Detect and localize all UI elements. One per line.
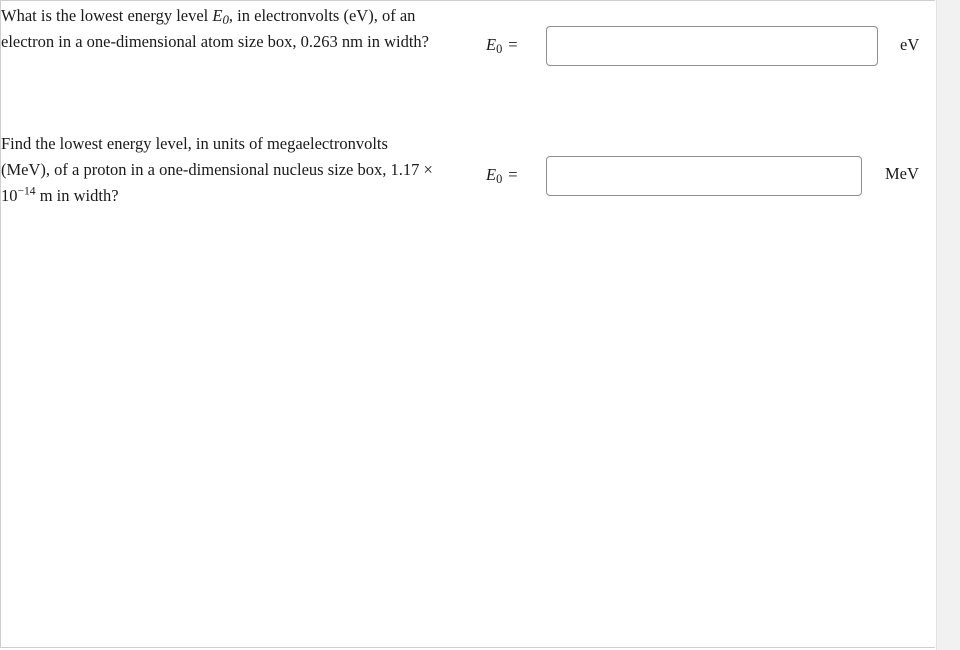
question-1-text: What is the lowest energy level $E_0$, in electronvolts (eV), of an electron in a one-dimensional atom size box, 0.263 nm in width?	[1, 6, 429, 51]
vertical-scrollbar[interactable]	[936, 0, 960, 650]
answer-2-input[interactable]	[546, 156, 862, 196]
answer-1-label: $E_0$ =	[486, 35, 518, 57]
answer-2-unit: MeV	[885, 164, 919, 183]
answer-1-variable: $E_0$	[486, 35, 503, 57]
answer-2-label: $E_0$ =	[486, 165, 518, 187]
answer-1-unit: eV	[900, 35, 920, 54]
question-2-text: Find the lowest energy level, in units of megaelectronvolts (MeV), of a proton in a one-dimensional nucleus size box, $1.17 \times 10^{-14}$ m in width?	[1, 134, 433, 205]
answer-1-input[interactable]	[546, 26, 878, 66]
answer-2-variable: $E_0$	[486, 165, 503, 187]
energy-symbol: $E_0$	[212, 6, 229, 28]
